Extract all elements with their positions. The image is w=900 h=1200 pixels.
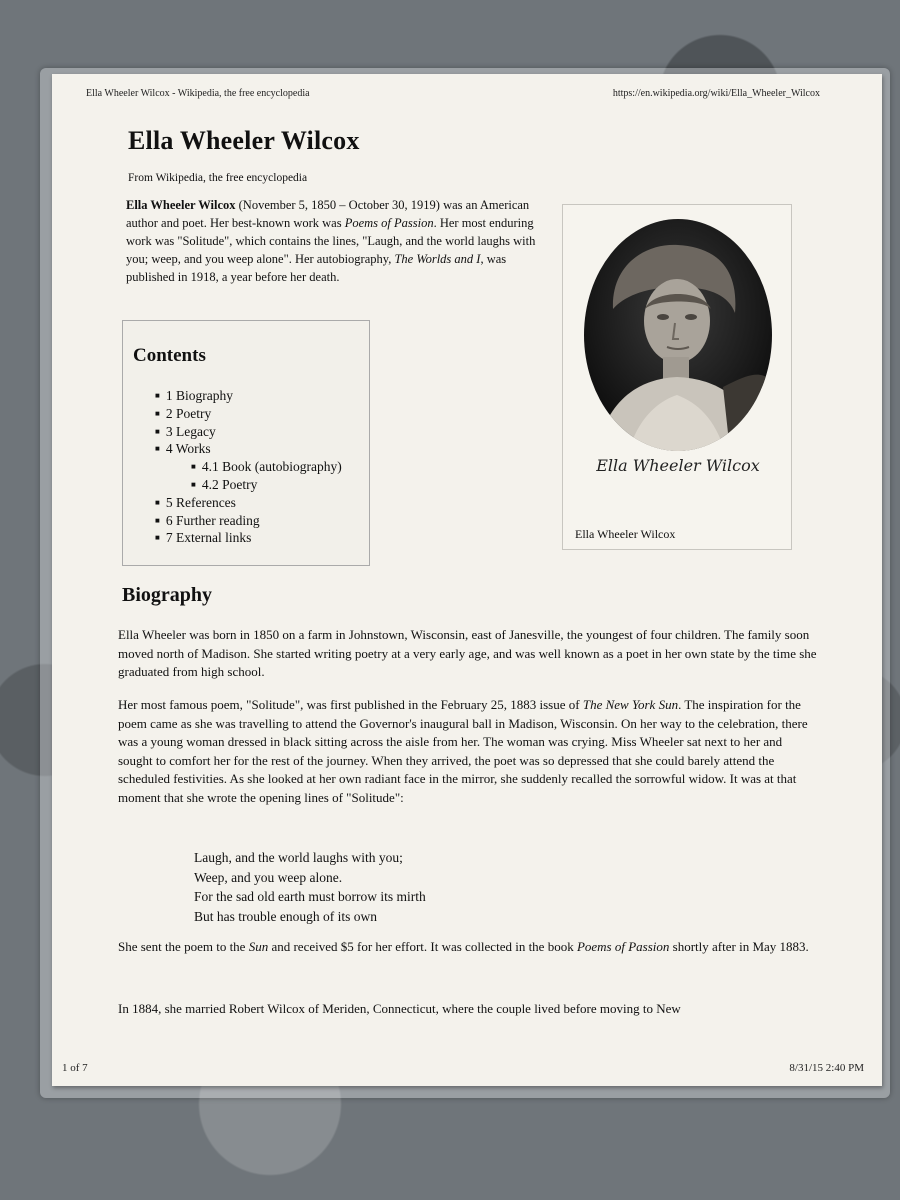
paragraph-text: and received $5 for her effort. It was collected in the book [268, 939, 577, 954]
biography-paragraph-2 [118, 696, 818, 807]
paragraph-italic: Poems of Passion [576, 939, 670, 954]
portrait-caption: Ella Wheeler Wilcox [575, 527, 676, 541]
section-heading-biography: Biography [122, 584, 213, 606]
intro-paragraph [126, 196, 546, 286]
paragraph-text: Her most famous poem, "Solitude", was first published in the February 25, 1883 issue of [118, 697, 583, 712]
intro-text: (November 5, 1850 – October 30, 1919) was an American author and poet. Her best-known work was [126, 198, 530, 230]
intro-name: Ella Wheeler Wilcox [126, 198, 236, 212]
poem-line: Laugh, and the world laughs with you; [194, 850, 403, 865]
print-timestamp: 8/31/15 2:40 PM [789, 1062, 864, 1074]
poem-line: But has trouble enough of its own [194, 908, 377, 924]
toc-item-works[interactable]: ■ 4 Works [155, 440, 342, 458]
paragraph-text: She sent the poem to the [118, 939, 249, 954]
toc-item-legacy[interactable]: ■ 3 Legacy [155, 423, 342, 441]
table-of-contents [122, 320, 370, 566]
toc-item-works-poetry[interactable]: ■ 4.2 Poetry [155, 476, 342, 494]
intro-text: , was published in 1918, a year before her death. [126, 252, 507, 284]
poem-quote [194, 848, 426, 926]
toc-item-further-reading[interactable]: ■ 6 Further reading [155, 512, 342, 530]
toc-title: Contents [133, 345, 206, 366]
toc-item-references[interactable]: ■ 5 References [155, 494, 342, 512]
print-header-url: https://en.wikipedia.org/wiki/Ella_Wheeler_Wilcox [612, 88, 820, 99]
signature-image: Ella Wheeler Wilcox [596, 456, 760, 475]
intro-text: . Her most enduring work was "Solitude", which contains the lines, "Laugh, and the world laughs with you; weep, and you weep alone". Her autobiography, [126, 216, 536, 266]
toc-item-external-links[interactable]: ■ 7 External links [155, 529, 342, 547]
intro-italic: Poems of Passion [344, 216, 434, 230]
page-title: Ella Wheeler Wilcox [128, 126, 360, 155]
paragraph-italic: The New York Sun [582, 697, 679, 712]
biography-paragraph-1: Ella Wheeler was born in 1850 on a farm in Johnstown, Wisconsin, east of Janesville, the youngest of four children. The family soon moved north of Madison. She started writing poetry at a very early age, and was well known as a poet in her own state by the time she graduated from high school. [118, 627, 817, 679]
page-number: 1 of 7 [62, 1062, 88, 1074]
toc-list [155, 387, 342, 547]
paragraph-text: shortly after in May 1883. [669, 939, 809, 954]
poem-line: Weep, and you weep alone. [194, 869, 343, 885]
portrait-photo[interactable] [583, 217, 773, 479]
toc-item-biography[interactable]: ■ 1 Biography [155, 387, 342, 405]
toc-item-poetry[interactable]: ■ 2 Poetry [155, 405, 342, 423]
biography-paragraph-4: In 1884, she married Robert Wilcox of Meriden, Connecticut, where the couple lived before moving to New [118, 1001, 681, 1016]
paragraph-text: . The inspiration for the poem came as she was travelling to attend the Governor's inaugural ball in Madison, Wisconsin. On her way to the celebration, there was a young woman dressed in black sitting across the aisle from her. The woman was crying. Miss Wheeler sat next to her and sought to comfort her for the rest of the journey. When they arrived, the poet was so depressed that she could barely attend the scheduled festivities. As she looked at her own radiant face in the mirror, she suddenly recalled the sorrowful widow. It was at that moment that she wrote the opening lines of "Solitude": [118, 697, 808, 805]
printed-page [52, 74, 882, 1086]
print-header-title: Ella Wheeler Wilcox - Wikipedia, the free encyclopedia [86, 88, 310, 99]
portrait-infobox [562, 204, 792, 550]
toc-item-book-autobiography[interactable]: ■ 4.1 Book (autobiography) [155, 458, 342, 476]
page-subtitle: From Wikipedia, the free encyclopedia [128, 172, 308, 184]
paragraph-italic: Sun [248, 939, 269, 954]
intro-italic: The Worlds and I [394, 252, 481, 266]
biography-paragraph-3 [118, 938, 818, 957]
poem-line: For the sad old earth must borrow its mirth [194, 889, 426, 904]
